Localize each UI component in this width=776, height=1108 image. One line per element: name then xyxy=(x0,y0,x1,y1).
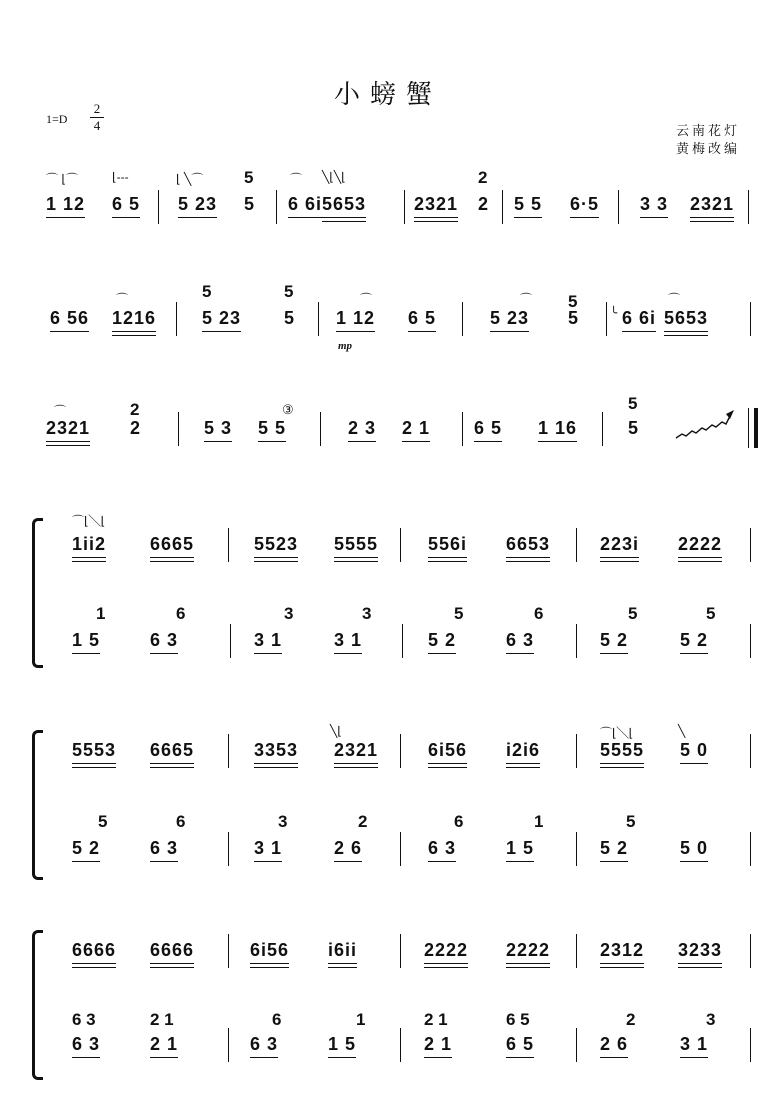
note-group: 3353 xyxy=(254,740,298,761)
note-group: 6·5 xyxy=(570,194,599,215)
note-group: 1ii2 xyxy=(72,534,106,555)
note-group: 5 5 xyxy=(258,418,286,439)
upper-note: 3 xyxy=(284,604,294,623)
note-group: 2321 xyxy=(414,194,458,215)
note-group: 5555 xyxy=(600,740,644,761)
bar-line xyxy=(750,1028,751,1062)
upper-note: 6 xyxy=(272,1010,282,1029)
note-group: 1 5 xyxy=(72,630,100,651)
bar-line xyxy=(576,734,577,768)
bar-line xyxy=(230,624,231,658)
note-group: 1216 xyxy=(112,308,156,329)
note-group: 3 1 xyxy=(254,838,282,859)
upper-note: 5 xyxy=(454,604,464,623)
system-brace xyxy=(32,518,43,668)
note-group: 6 3 xyxy=(150,630,178,651)
note-group: 1 16 xyxy=(538,418,577,439)
upper-note: 2 1 xyxy=(424,1010,448,1029)
note-group: 5 2 xyxy=(428,630,456,651)
upper-note: 3 xyxy=(706,1010,716,1029)
note-group: 5523 xyxy=(254,534,298,555)
note-group: 2321 xyxy=(690,194,734,215)
note-group: 3 1 xyxy=(334,630,362,651)
upper-note: 1 xyxy=(356,1010,366,1029)
note-group: 3 1 xyxy=(680,1034,708,1055)
bar-line xyxy=(576,934,577,968)
note-group: 2 xyxy=(478,194,490,214)
note-group: 3233 xyxy=(678,940,722,961)
note-group: 5 23 xyxy=(178,194,217,215)
upper-note: 5 xyxy=(626,812,636,831)
bar-line xyxy=(400,528,401,562)
bar-line xyxy=(750,624,751,658)
upper-note: 6 xyxy=(454,812,464,831)
bar-line xyxy=(748,190,749,224)
system-brace xyxy=(32,930,43,1080)
upper-note: 5 xyxy=(628,604,638,623)
note-group: 223i xyxy=(600,534,639,555)
glissando-arrow-icon xyxy=(674,406,736,442)
note-group: 6 3 xyxy=(506,630,534,651)
note-group: 1 5 xyxy=(506,838,534,859)
note-group: 6 5 xyxy=(408,308,436,329)
note-group: 2 xyxy=(130,418,142,438)
bar-line xyxy=(400,1028,401,1062)
note-group: 5553 xyxy=(72,740,116,761)
note-group: 6 3 xyxy=(250,1034,278,1055)
upper-note: 2 xyxy=(478,168,488,187)
bar-line xyxy=(462,302,463,336)
bar-line xyxy=(228,734,229,768)
bar-line xyxy=(750,734,751,768)
bar-line xyxy=(750,528,751,562)
upper-note: 5 xyxy=(244,168,254,187)
bar-line xyxy=(158,190,159,224)
note-group: 6 56 xyxy=(50,308,89,329)
note-group: 5 23 xyxy=(490,308,529,329)
upper-note: 5 xyxy=(706,604,716,623)
note-group: 5 xyxy=(284,308,296,328)
key-signature: 1=D xyxy=(46,112,68,126)
note-group: 5 2 xyxy=(600,630,628,651)
note-group: 5 xyxy=(628,418,640,438)
upper-note: 6 3 xyxy=(72,1010,96,1029)
note-group: i2i6 xyxy=(506,740,540,761)
bar-line xyxy=(400,734,401,768)
note-group: 6 6i xyxy=(622,308,656,329)
time-signature xyxy=(90,102,104,133)
string-marking: ③ xyxy=(282,402,294,417)
note-group: 2222 xyxy=(506,940,550,961)
note-group: 5 2 xyxy=(680,630,708,651)
note-group: 5 0 xyxy=(680,740,708,761)
note-group: 556i xyxy=(428,534,467,555)
dynamic-marking: mp xyxy=(338,340,353,352)
bar-line xyxy=(228,934,229,968)
note-group: 5 xyxy=(568,308,580,328)
note-group: 5653 xyxy=(664,308,708,329)
note-group: 2 1 xyxy=(424,1034,452,1055)
note-group: 6i56 xyxy=(428,740,467,761)
note-group: 5 2 xyxy=(72,838,100,859)
bar-line xyxy=(320,412,321,446)
upper-note: 6 xyxy=(534,604,544,623)
note-group: 1 12 xyxy=(336,308,375,329)
upper-note: 1 xyxy=(534,812,544,831)
note-group: 5653 xyxy=(322,194,366,215)
upper-note: 3 xyxy=(362,604,372,623)
note-group: 2321 xyxy=(46,418,90,439)
upper-note: 5 xyxy=(284,282,294,301)
bar-line xyxy=(750,302,751,336)
note-group: 2 1 xyxy=(150,1034,178,1055)
note-group: 2 1 xyxy=(402,418,430,439)
upper-note: 1 xyxy=(96,604,106,623)
bar-line xyxy=(400,934,401,968)
bar-line xyxy=(750,832,751,866)
upper-note: 2 xyxy=(358,812,368,831)
note-group: 6 3 xyxy=(72,1034,100,1055)
note-group: 6 5 xyxy=(112,194,140,215)
note-group: 2 3 xyxy=(348,418,376,439)
time-signature-bottom: 4 xyxy=(93,118,101,133)
bar-line xyxy=(618,190,619,224)
bar-line xyxy=(178,412,179,446)
note-group: 3 3 xyxy=(640,194,668,215)
bar-line xyxy=(576,1028,577,1062)
bar-line xyxy=(176,302,177,336)
upper-note: 6 5 xyxy=(506,1010,530,1029)
bar-line xyxy=(750,934,751,968)
note-group: 5555 xyxy=(334,534,378,555)
bar-line xyxy=(602,412,603,446)
bar-line xyxy=(404,190,405,224)
bar-line xyxy=(228,528,229,562)
note-group: 2 6 xyxy=(334,838,362,859)
note-group: 2321 xyxy=(334,740,378,761)
repeat-end-bar xyxy=(748,408,758,448)
bar-line xyxy=(228,1028,229,1062)
bar-line xyxy=(276,190,277,224)
bar-line xyxy=(576,832,577,866)
note-group: i6ii xyxy=(328,940,357,961)
bar-line xyxy=(402,624,403,658)
note-group: 6 3 xyxy=(428,838,456,859)
bar-line xyxy=(462,412,463,446)
note-group: 2222 xyxy=(678,534,722,555)
note-group: 5 0 xyxy=(680,838,708,859)
note-group: 6 3 xyxy=(150,838,178,859)
note-group: 6i56 xyxy=(250,940,289,961)
upper-note: 5 xyxy=(202,282,212,301)
bar-line xyxy=(576,624,577,658)
note-group: 5 2 xyxy=(600,838,628,859)
bar-line xyxy=(502,190,503,224)
note-group: 5 23 xyxy=(202,308,241,329)
note-group: 6665 xyxy=(150,740,194,761)
note-group: 3 1 xyxy=(254,630,282,651)
bar-line xyxy=(606,302,607,336)
upper-note: 5 xyxy=(568,292,578,311)
note-group: 2 6 xyxy=(600,1034,628,1055)
upper-note: 6 xyxy=(176,812,186,831)
bar-line xyxy=(228,832,229,866)
note-group: 1 5 xyxy=(328,1034,356,1055)
upper-note: 6 xyxy=(176,604,186,623)
note-group: 6 5 xyxy=(506,1034,534,1055)
note-group: 2312 xyxy=(600,940,644,961)
upper-note: 5 xyxy=(628,394,638,413)
note-group: 5 5 xyxy=(514,194,542,215)
note-group: 6666 xyxy=(150,940,194,961)
upper-note: 5 xyxy=(98,812,108,831)
note-group: 5 3 xyxy=(204,418,232,439)
note-group: 2222 xyxy=(424,940,468,961)
upper-note: 2 1 xyxy=(150,1010,174,1029)
note-group: 6 6i xyxy=(288,194,322,215)
system-brace xyxy=(32,730,43,880)
credit-arranger: 黄梅改编 xyxy=(675,142,740,157)
note-group: 5 xyxy=(244,194,256,214)
note-group: 6 5 xyxy=(474,418,502,439)
note-group: 6666 xyxy=(72,940,116,961)
bar-line xyxy=(400,832,401,866)
bar-line xyxy=(576,528,577,562)
score-title: 小螃蟹 xyxy=(333,80,442,110)
upper-note: 2 xyxy=(626,1010,636,1029)
note-group: 6665 xyxy=(150,534,194,555)
note-group: 6653 xyxy=(506,534,550,555)
time-signature-top: 2 xyxy=(93,101,101,116)
upper-note: 2 xyxy=(130,400,140,419)
upper-note: 3 xyxy=(278,812,288,831)
bar-line xyxy=(318,302,319,336)
note-group: 1 12 xyxy=(46,194,85,215)
credit-origin: 云南花灯 xyxy=(675,124,740,139)
